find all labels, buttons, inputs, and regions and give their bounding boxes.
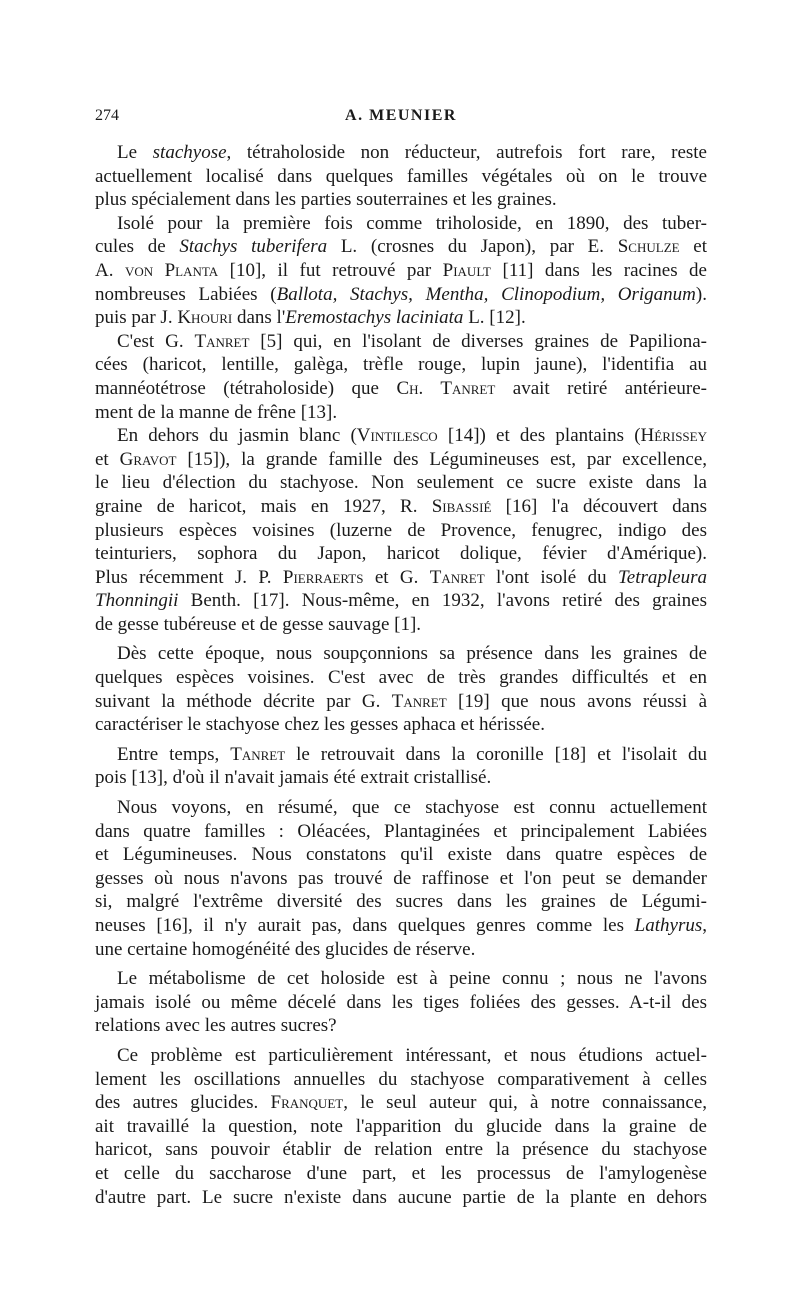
text-line: Dès cette époque, nous soupçonnions sa présence dans les graines de [117,643,707,665]
text-line: teinturiers, sophora du Japon, haricot dolique, févier d'Amérique). [95,543,707,565]
text-line: le lieu d'élection du stachyose. Non seulement ce sucre existe dans la [95,472,707,494]
text-line: d'autre part. Le sucre n'existe dans aucune partie de la plante en dehors [95,1186,707,1208]
page-header [95,104,707,128]
text-line: Entre temps, Tanret le retrouvait dans la coronille [18] et l'isolait du [117,743,707,765]
page-number: 274 [95,107,119,124]
text-line: si, malgré l'extrême diversité des sucres dans les graines de Légumi- [95,891,707,913]
paragraph [95,642,707,736]
text-line: En dehors du jasmin blanc (Vintilesco [14]) et des plantains (Hérissey [117,425,707,447]
text-line: Thonningii Benth. [17]. Nous-même, en 1932, l'avons retiré des graines [95,590,707,612]
text-line: et Gravot [15]), la grande famille des Légumineuses est, par excellence, [95,448,707,470]
text-line: pois [13], d'où il n'avait jamais été extrait cristallisé. [95,767,492,789]
text-line: cules de Stachys tuberifera L. (crosnes du Japon), par E. Schulze et [95,236,707,258]
text-line: ment de la manne de frêne [13]. [95,401,338,423]
text-line: neuses [16], il n'y aurait pas, dans quelques genres comme les Lathyrus, [95,915,707,936]
text-line: gesses où nous n'avons pas trouvé de raffinose et l'on peut se demander [95,867,707,889]
text-line: jamais isolé ou même décelé dans les tiges foliées des gesses. A-t-il des [95,991,707,1013]
text-line: suivant la méthode décrite par G. Tanret [19] que nous avons réussi à [95,690,707,712]
paragraph [95,967,707,1038]
text-line: C'est G. Tanret [5] qui, en l'isolant de diverses graines de Papiliona- [117,330,707,352]
text-line: Nous voyons, en résumé, que ce stachyose est connu actuellement [117,797,707,819]
text-line: Ce problème est particulièrement intéressant, et nous étudions actuel- [117,1044,707,1066]
paragraph [95,743,707,790]
text-line: ait travaillé la question, note l'apparition du glucide dans la graine de [95,1115,707,1137]
text-line: actuellement localisé dans quelques familles végétales où on le trouve [95,165,707,187]
text-line: nombreuses Labiées (Ballota, Stachys, Mentha, Clinopodium, Origanum). [95,283,707,305]
paragraph [95,796,707,961]
paragraph [95,424,707,636]
text-line: et celle du saccharose d'une part, et les processus de l'amylogenèse [95,1162,707,1184]
paragraph [95,330,707,424]
text-line: haricot, sans pouvoir établir de relation entre la présence du stachyose [95,1139,707,1161]
text-line: A. von Planta [10], il fut retrouvé par Piault [11] dans les racines de [95,259,707,281]
text-line: plusieurs espèces voisines (luzerne de Provence, fenugrec, indigo des [95,519,707,541]
text-line: Isolé pour la première fois comme triholoside, en 1890, des tuber- [117,212,707,234]
text-line: cées (haricot, lentille, galèga, trèfle rouge, lupin jaune), l'identifia au [95,354,707,376]
paragraph [95,141,707,212]
text-line: plus spécialement dans les parties souterraines et les graines. [95,189,557,211]
text-line: Le stachyose, tétraholoside non réducteur, autrefois fort rare, reste [117,142,707,163]
text-line: graine de haricot, mais en 1927, R. Sibassié [16] l'a découvert dans [95,495,707,517]
text-line: lement les oscillations annuelles du stachyose comparativement à celles [95,1068,707,1090]
paragraph [95,212,707,330]
body-text [95,141,707,1209]
text-line: quelques espèces voisines. C'est avec de très grandes difficultés et en [95,667,707,689]
text-line: des autres glucides. Franquet, le seul auteur qui, à notre connaissance, [95,1092,708,1114]
running-head-author: A. MEUNIER [345,107,457,124]
text-line: mannéotétrose (tétraholoside) que Ch. Tanret avait retiré antérieure- [95,377,707,399]
paragraph [95,1044,707,1209]
text-line: Le métabolisme de cet holoside est à peine connu ; nous ne l'avons [117,968,707,990]
text-line: caractériser le stachyose chez les gesses aphaca et hérissée. [95,714,545,736]
text-line: une certaine homogénéité des glucides de réserve. [95,938,476,960]
text-line: Plus récemment J. P. Pierraerts et G. Tanret l'ont isolé du Tetrapleura [95,566,707,588]
text-line: relations avec les autres sucres? [95,1015,337,1037]
text-line: de gesse tubéreuse et de gesse sauvage [1]. [95,613,422,635]
text-line: et Légumineuses. Nous constatons qu'il existe dans quatre espèces de [95,844,707,866]
text-line: puis par J. Khouri dans l'Eremostachys laciniata L. [12]. [95,307,526,329]
text-line: dans quatre familles : Oléacées, Plantaginées et principalement Labiées [95,820,707,842]
